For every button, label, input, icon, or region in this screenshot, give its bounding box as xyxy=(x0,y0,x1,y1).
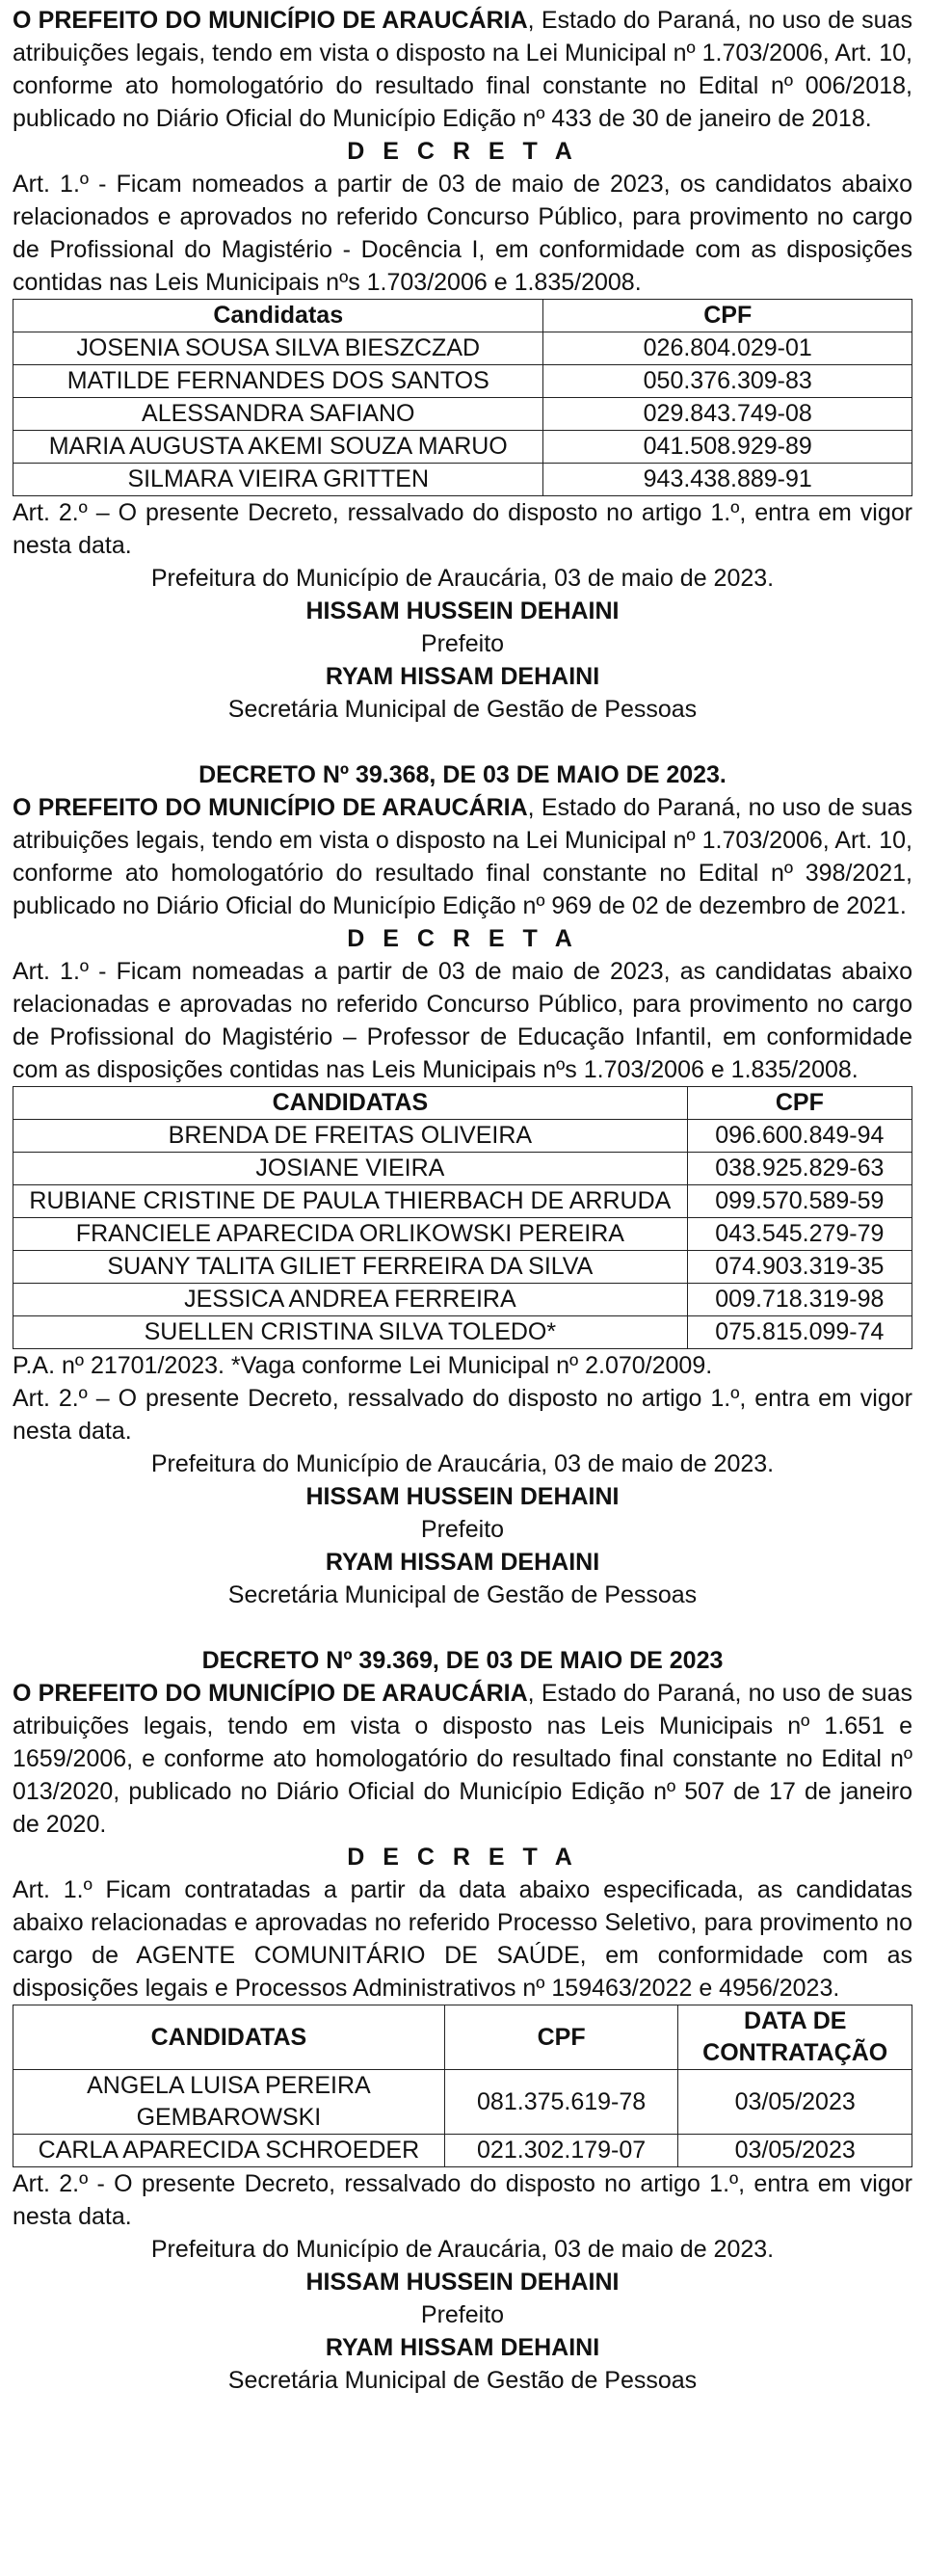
place-date: Prefeitura do Município de Araucária, 03 de maio de 2023. xyxy=(150,1450,775,1477)
spacer xyxy=(13,726,912,758)
candidate-cpf: 026.804.029-01 xyxy=(543,332,912,365)
signer-secretary-name: RYAM HISSAM DEHAINI xyxy=(325,1549,600,1576)
candidate-cpf: 041.508.929-89 xyxy=(543,431,912,464)
table-row xyxy=(13,431,912,464)
column-header: DATA DE CONTRATAÇÃO xyxy=(678,2005,912,2070)
article-1: Art. 1.º Ficam contratadas a partir da data abaixo especificada, as candidatas abaixo relacionadas e aprovadas no referido Processo Seletivo, para provimento no cargo de AGENTE COMUNITÁRIO DE SAÚDE, em conformidade com as disposições legais e Processos Administrativos nº 159463/2022 e 4956/2023. xyxy=(13,1876,912,2002)
signer-mayor-role: Prefeito xyxy=(420,1516,505,1543)
decree-title: DECRETO Nº 39.368, DE 03 DE MAIO DE 2023. xyxy=(198,761,727,788)
candidate-name: FRANCIELE APARECIDA ORLIKOWSKI PEREIRA xyxy=(13,1218,688,1251)
signer-secretary-role: Secretária Municipal de Gestão de Pessoas xyxy=(227,696,698,723)
decree-1 xyxy=(13,4,912,726)
candidate-cpf: 038.925.829-63 xyxy=(687,1153,912,1185)
candidate-name: RUBIANE CRISTINE DE PAULA THIERBACH DE ARRUDA xyxy=(13,1185,688,1218)
table-row xyxy=(13,332,912,365)
hire-date: 03/05/2023 xyxy=(678,2135,912,2167)
decreta-heading: D E C R E T A xyxy=(347,925,578,952)
decree-title: DECRETO Nº 39.369, DE 03 DE MAIO DE 2023 xyxy=(201,1647,724,1674)
article-2: Art. 2.º - O presente Decreto, ressalvado do disposto no artigo 1.º, entra em vigor nesta data. xyxy=(13,2170,912,2230)
table-row xyxy=(13,1120,912,1153)
candidate-cpf: 075.815.099-74 xyxy=(687,1316,912,1349)
candidate-cpf: 043.545.279-79 xyxy=(687,1218,912,1251)
signer-mayor-name: HISSAM HUSSEIN DEHAINI xyxy=(305,2269,620,2296)
table-row xyxy=(13,1316,912,1349)
signer-secretary-name: RYAM HISSAM DEHAINI xyxy=(325,663,600,690)
table-row xyxy=(13,398,912,431)
candidate-cpf: 096.600.849-94 xyxy=(687,1120,912,1153)
signer-mayor-role: Prefeito xyxy=(420,2301,505,2328)
candidate-name: SILMARA VIEIRA GRITTEN xyxy=(13,464,543,496)
column-header: Candidatas xyxy=(13,300,543,332)
process-note: P.A. nº 21701/2023. *Vaga conforme Lei Municipal nº 2.070/2009. xyxy=(13,1352,713,1379)
preamble xyxy=(13,791,912,922)
candidate-cpf: 074.903.319-35 xyxy=(687,1251,912,1284)
candidates-table xyxy=(13,1086,912,1349)
table-row xyxy=(13,1251,912,1284)
signer-secretary-role: Secretária Municipal de Gestão de Pessoas xyxy=(227,1581,698,1608)
table-row xyxy=(13,1185,912,1218)
place-date: Prefeitura do Município de Araucária, 03 de maio de 2023. xyxy=(150,2236,775,2263)
spacer xyxy=(13,1611,912,1644)
hire-date: 03/05/2023 xyxy=(678,2070,912,2135)
table-row xyxy=(13,1284,912,1316)
candidate-name: MATILDE FERNANDES DOS SANTOS xyxy=(13,365,543,398)
preamble-authority: O PREFEITO DO MUNICÍPIO DE ARAUCÁRIA xyxy=(13,794,528,821)
candidate-name: SUELLEN CRISTINA SILVA TOLEDO* xyxy=(13,1316,688,1349)
candidate-name: JOSENIA SOUSA SILVA BIESZCZAD xyxy=(13,332,543,365)
candidate-name: JOSIANE VIEIRA xyxy=(13,1153,688,1185)
candidate-name: SUANY TALITA GILIET FERREIRA DA SILVA xyxy=(13,1251,688,1284)
candidate-cpf: 029.843.749-08 xyxy=(543,398,912,431)
candidate-cpf: 081.375.619-78 xyxy=(444,2070,678,2135)
column-header: CANDIDATAS xyxy=(13,1087,688,1120)
table-row xyxy=(13,464,912,496)
candidate-name: ANGELA LUISA PEREIRA GEMBAROWSKI xyxy=(13,2070,445,2135)
signer-secretary-role: Secretária Municipal de Gestão de Pessoas xyxy=(227,2367,698,2394)
column-header: CPF xyxy=(444,2005,678,2070)
signer-mayor-role: Prefeito xyxy=(420,630,505,657)
article-2: Art. 2.º – O presente Decreto, ressalvado do disposto no artigo 1.º, entra em vigor nesta data. xyxy=(13,1385,912,1445)
signer-secretary-name: RYAM HISSAM DEHAINI xyxy=(325,2334,600,2361)
column-header: CPF xyxy=(687,1087,912,1120)
preamble xyxy=(13,1677,912,1841)
candidate-cpf: 099.570.589-59 xyxy=(687,1185,912,1218)
preamble-authority: O PREFEITO DO MUNICÍPIO DE ARAUCÁRIA xyxy=(13,7,528,34)
candidate-cpf: 050.376.309-83 xyxy=(543,365,912,398)
table-row xyxy=(13,1153,912,1185)
signer-mayor-name: HISSAM HUSSEIN DEHAINI xyxy=(305,598,620,624)
document xyxy=(13,0,912,2397)
table-row xyxy=(13,2070,912,2135)
place-date: Prefeitura do Município de Araucária, 03 de maio de 2023. xyxy=(150,565,775,592)
candidate-name: JESSICA ANDREA FERREIRA xyxy=(13,1284,688,1316)
article-2: Art. 2.º – O presente Decreto, ressalvado do disposto no artigo 1.º, entra em vigor nesta data. xyxy=(13,499,912,559)
candidate-cpf: 943.438.889-91 xyxy=(543,464,912,496)
article-1: Art. 1.º - Ficam nomeadas a partir de 03 de maio de 2023, as candidatas abaixo relacionadas e aprovadas no referido Concurso Público, para provimento no cargo de Profissional do Magistério – Professor de Educação Infantil, em conformidade com as disposições contidas nas Leis Municipais nºs 1.703/2006 e 1.835/2008. xyxy=(13,958,912,1083)
candidate-name: CARLA APARECIDA SCHROEDER xyxy=(13,2135,445,2167)
column-header: CANDIDATAS xyxy=(13,2005,445,2070)
candidate-name: ALESSANDRA SAFIANO xyxy=(13,398,543,431)
table-row xyxy=(13,2135,912,2167)
preamble-text: , Estado do Paraná, no uso de suas atribuições legais, tendo em vista o disposto na Lei Municipal nº 1.703/2006, Art. 10, conforme ato homologatório do resultado final constante no Edital nº 006/2018, publicado no Diário Oficial do Município Edição nº 433 de 30 de janeiro de 2018. xyxy=(13,7,912,132)
decree-2 xyxy=(13,758,912,1611)
preamble-text: , Estado do Paraná, no uso de suas atribuições legais, tendo em vista o disposto na Lei Municipal nº 1.703/2006, Art. 10, conforme ato homologatório do resultado final constante no Edital nº 398/2021, publicado no Diário Oficial do Município Edição nº 969 de 02 de dezembro de 2021. xyxy=(13,794,912,919)
decree-3 xyxy=(13,1644,912,2397)
candidate-cpf: 009.718.319-98 xyxy=(687,1284,912,1316)
preamble xyxy=(13,4,912,135)
decreta-heading: D E C R E T A xyxy=(347,1844,578,1871)
table-row xyxy=(13,1218,912,1251)
candidate-cpf: 021.302.179-07 xyxy=(444,2135,678,2167)
column-header: CPF xyxy=(543,300,912,332)
preamble-text: , Estado do Paraná, no uso de suas atribuições legais, tendo em vista o disposto nas Leis Municipais nº 1.651 e 1659/2006, e conforme ato homologatório do resultado final constante no Edital nº 013/2020, publicado no Diário Oficial do Município Edição nº 507 de 17 de janeiro de 2020. xyxy=(13,1680,912,1838)
article-1: Art. 1.º - Ficam nomeados a partir de 03 de maio de 2023, os candidatos abaixo relacionados e aprovados no referido Concurso Público, para provimento no cargo de Profissional do Magistério - Docência I, em conformidade com as disposições contidas nas Leis Municipais nºs 1.703/2006 e 1.835/2008. xyxy=(13,171,912,296)
candidate-name: BRENDA DE FREITAS OLIVEIRA xyxy=(13,1120,688,1153)
preamble-authority: O PREFEITO DO MUNICÍPIO DE ARAUCÁRIA xyxy=(13,1680,528,1707)
table-row xyxy=(13,365,912,398)
decreta-heading: D E C R E T A xyxy=(347,138,578,165)
candidate-name: MARIA AUGUSTA AKEMI SOUZA MARUO xyxy=(13,431,543,464)
signer-mayor-name: HISSAM HUSSEIN DEHAINI xyxy=(305,1483,620,1510)
candidates-table xyxy=(13,2005,912,2167)
candidates-table xyxy=(13,299,912,496)
